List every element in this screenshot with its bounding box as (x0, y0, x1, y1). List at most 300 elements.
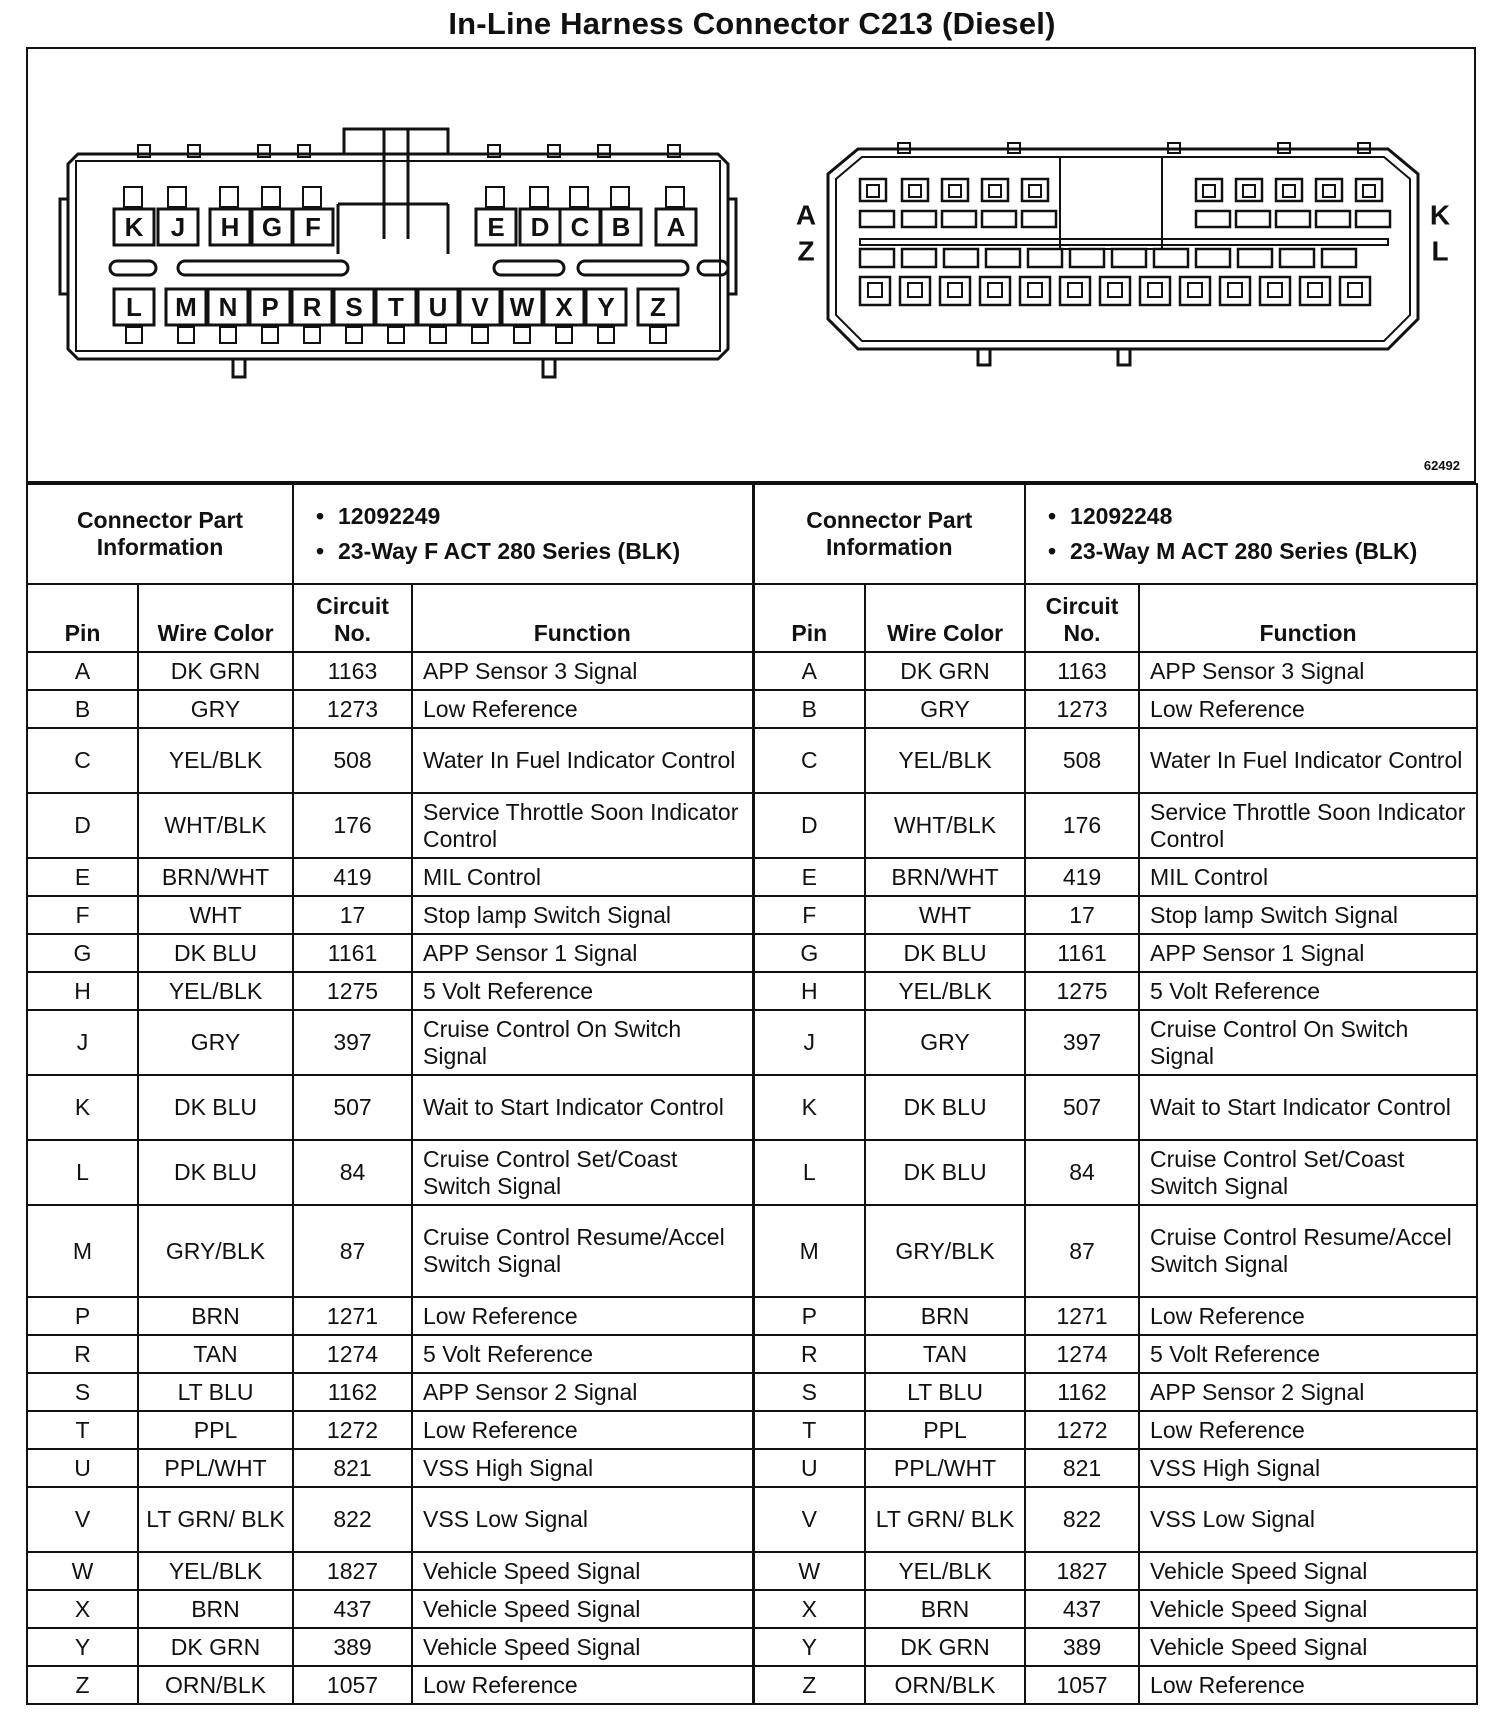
pin-cell: M (27, 1205, 138, 1297)
circuit-cell: 389 (293, 1628, 412, 1666)
male-pin-tip (1028, 283, 1042, 297)
wire-color-cell: TAN (865, 1335, 1025, 1373)
male-slot (860, 249, 894, 267)
female-latch-window (514, 327, 530, 343)
female-latch-window (430, 327, 446, 343)
male-pin-tip (1268, 283, 1282, 297)
pin-cell: T (753, 1411, 865, 1449)
female-latch-window (220, 187, 238, 207)
pin-cell: V (27, 1487, 138, 1552)
table-row (27, 1297, 1477, 1335)
function-cell: Wait to Start Indicator Control (1139, 1075, 1477, 1140)
female-slot (494, 261, 564, 275)
column-header-row (27, 584, 1477, 652)
col-header-circuit: Circuit No. (1025, 584, 1139, 652)
female-latch-window (304, 327, 320, 343)
wire-color-cell: YEL/BLK (138, 972, 293, 1010)
female-pin-label: W (509, 292, 535, 322)
female-latch-window (168, 187, 186, 207)
male-pin-tip (1308, 283, 1322, 297)
function-cell: Service Throttle Soon Indicator Control (412, 793, 753, 858)
circuit-cell: 1161 (293, 934, 412, 972)
female-latch-window (556, 327, 572, 343)
function-cell: Low Reference (412, 1297, 753, 1335)
wire-color-cell: TAN (138, 1335, 293, 1373)
connector-illustration (28, 49, 1474, 481)
pin-cell: V (753, 1487, 865, 1552)
wire-color-cell: GRY/BLK (138, 1205, 293, 1297)
male-slot (1238, 249, 1272, 267)
female-bottom-tab (543, 359, 555, 377)
pin-cell: X (27, 1590, 138, 1628)
wire-color-cell: PPL (138, 1411, 293, 1449)
pin-cell: W (27, 1552, 138, 1590)
male-slot (1316, 211, 1350, 227)
pin-cell: F (27, 896, 138, 934)
male-slot (986, 249, 1020, 267)
circuit-cell: 17 (293, 896, 412, 934)
wire-color-cell: YEL/BLK (138, 728, 293, 793)
circuit-cell: 1272 (293, 1411, 412, 1449)
circuit-cell: 821 (293, 1449, 412, 1487)
function-cell: 5 Volt Reference (412, 1335, 753, 1373)
page-title: In-Line Harness Connector C213 (Diesel) (448, 6, 1056, 41)
function-cell: Cruise Control Set/Coast Switch Signal (412, 1140, 753, 1205)
wire-color-cell: GRY/BLK (865, 1205, 1025, 1297)
wire-color-cell: DK BLU (865, 1075, 1025, 1140)
female-pin-label: S (345, 292, 363, 322)
wire-color-cell: BRN (865, 1297, 1025, 1335)
circuit-cell: 176 (293, 793, 412, 858)
female-latch-window (472, 327, 488, 343)
table-row (27, 1487, 1477, 1552)
male-pin (940, 277, 970, 305)
wire-color-cell: BRN/WHT (865, 858, 1025, 896)
male-bottom-tab (1118, 349, 1130, 365)
female-latch-window (530, 187, 548, 207)
wire-color-cell: BRN (138, 1590, 293, 1628)
table-row (27, 934, 1477, 972)
function-cell: Vehicle Speed Signal (412, 1552, 753, 1590)
male-pin (900, 277, 930, 305)
female-slot (110, 261, 156, 275)
female-latch-window (220, 327, 236, 343)
female-pin-label: A (666, 212, 686, 242)
circuit-cell: 84 (293, 1140, 412, 1205)
pin-cell: G (27, 934, 138, 972)
female-latch-window (124, 187, 142, 207)
circuit-cell: 1163 (293, 652, 412, 690)
wire-color-cell: DK BLU (865, 1140, 1025, 1205)
female-latch-window (598, 327, 614, 343)
function-cell: Cruise Control Set/Coast Switch Signal (1139, 1140, 1477, 1205)
function-cell: Water In Fuel Indicator Control (1139, 728, 1477, 793)
female-latch-window (666, 187, 684, 207)
male-pin-tip (1148, 283, 1162, 297)
male-pin (1260, 277, 1290, 305)
col-header-function: Function (412, 584, 753, 652)
male-pin-label: L (1431, 235, 1449, 267)
table-row (27, 1140, 1477, 1205)
function-cell: APP Sensor 2 Signal (1139, 1373, 1477, 1411)
wire-color-cell: DK BLU (138, 934, 293, 972)
male-pin-tip (1068, 283, 1082, 297)
pin-cell: K (753, 1075, 865, 1140)
female-pin-label: U (428, 292, 448, 322)
male-slot (1070, 249, 1104, 267)
pin-cell: P (753, 1297, 865, 1335)
wire-color-cell: WHT/BLK (138, 793, 293, 858)
circuit-cell: 1057 (1025, 1666, 1139, 1704)
pin-cell: C (27, 728, 138, 793)
function-cell: Service Throttle Soon Indicator Control (1139, 793, 1477, 858)
wire-color-cell: LT BLU (138, 1373, 293, 1411)
table-row (27, 1205, 1477, 1297)
male-pin (1220, 277, 1250, 305)
female-pin-label: J (170, 212, 186, 242)
table-row (27, 858, 1477, 896)
female-pin-label: E (487, 212, 505, 242)
female-pin-label: K (124, 212, 144, 242)
function-cell: Wait to Start Indicator Control (412, 1075, 753, 1140)
table-row (27, 1335, 1477, 1373)
function-cell: Cruise Control On Switch Signal (1139, 1010, 1477, 1075)
function-cell: Vehicle Speed Signal (1139, 1628, 1477, 1666)
male-pin-label: A (795, 199, 817, 231)
table-row (27, 1666, 1477, 1704)
wire-color-cell: GRY (865, 690, 1025, 728)
male-pin-tip (1283, 185, 1295, 197)
function-cell: APP Sensor 3 Signal (412, 652, 753, 690)
function-cell: VSS Low Signal (412, 1487, 753, 1552)
male-pin-tip (1323, 185, 1335, 197)
pin-cell: C (753, 728, 865, 793)
pin-cell: B (27, 690, 138, 728)
col-header-circuit: Circuit No. (293, 584, 412, 652)
circuit-cell: 437 (293, 1590, 412, 1628)
table-row (27, 1590, 1477, 1628)
female-pin-label: X (555, 292, 573, 322)
male-pin-tip (949, 185, 961, 197)
circuit-cell: 1161 (1025, 934, 1139, 972)
function-cell: 5 Volt Reference (412, 972, 753, 1010)
circuit-cell: 419 (1025, 858, 1139, 896)
pin-cell: X (753, 1590, 865, 1628)
col-header-wire-color: Wire Color (865, 584, 1025, 652)
table-row (27, 1449, 1477, 1487)
male-slot (1196, 211, 1230, 227)
part-number-right: • 12092248 (1036, 503, 1466, 530)
male-slot (1322, 249, 1356, 267)
function-cell: Low Reference (412, 690, 753, 728)
female-latch-window (178, 327, 194, 343)
function-cell: VSS High Signal (1139, 1449, 1477, 1487)
function-cell: Vehicle Speed Signal (412, 1628, 753, 1666)
wire-color-cell: LT GRN/ BLK (865, 1487, 1025, 1552)
male-divider (860, 239, 1388, 245)
male-slot (1196, 249, 1230, 267)
wire-color-cell: GRY (138, 690, 293, 728)
wire-color-cell: YEL/BLK (865, 972, 1025, 1010)
function-cell: Low Reference (1139, 690, 1477, 728)
table-row (27, 1075, 1477, 1140)
wire-color-cell: YEL/BLK (865, 1552, 1025, 1590)
circuit-cell: 1162 (1025, 1373, 1139, 1411)
circuit-cell: 1272 (1025, 1411, 1139, 1449)
male-pin (1020, 277, 1050, 305)
wire-color-cell: YEL/BLK (865, 728, 1025, 793)
female-latch-right (728, 199, 736, 294)
circuit-cell: 1273 (293, 690, 412, 728)
function-cell: Stop lamp Switch Signal (1139, 896, 1477, 934)
circuit-cell: 1827 (293, 1552, 412, 1590)
col-header-pin: Pin (753, 584, 865, 652)
female-latch-left (60, 199, 68, 294)
wire-color-cell: PPL/WHT (138, 1449, 293, 1487)
wire-color-cell: ORN/BLK (865, 1666, 1025, 1704)
male-slot (1112, 249, 1146, 267)
pin-cell: M (753, 1205, 865, 1297)
circuit-cell: 1275 (293, 972, 412, 1010)
function-cell: 5 Volt Reference (1139, 972, 1477, 1010)
circuit-cell: 1827 (1025, 1552, 1139, 1590)
circuit-cell: 419 (293, 858, 412, 896)
female-latch-window (486, 187, 504, 207)
part-description-right: • 23-Way M ACT 280 Series (BLK) (1036, 538, 1466, 565)
pin-cell: Y (27, 1628, 138, 1666)
pin-cell: H (27, 972, 138, 1010)
circuit-cell: 1057 (293, 1666, 412, 1704)
female-connector-body (68, 154, 728, 359)
female-slot (698, 261, 728, 275)
wire-color-cell: GRY (138, 1010, 293, 1075)
female-pin-label: B (611, 212, 631, 242)
male-pin (860, 277, 890, 305)
pin-cell: R (753, 1335, 865, 1373)
connector-diagram (26, 47, 1476, 483)
pin-cell: T (27, 1411, 138, 1449)
pin-cell: J (753, 1010, 865, 1075)
circuit-cell: 1163 (1025, 652, 1139, 690)
pin-cell: R (27, 1335, 138, 1373)
female-key (338, 129, 448, 254)
table-row (27, 972, 1477, 1010)
function-cell: Vehicle Speed Signal (412, 1590, 753, 1628)
function-cell: APP Sensor 1 Signal (1139, 934, 1477, 972)
male-pin-tip (1188, 283, 1202, 297)
male-pin (1340, 277, 1370, 305)
pin-cell: U (753, 1449, 865, 1487)
female-slot (578, 261, 688, 275)
circuit-cell: 87 (1025, 1205, 1139, 1297)
function-cell: APP Sensor 1 Signal (412, 934, 753, 972)
function-cell: 5 Volt Reference (1139, 1335, 1477, 1373)
table-row (27, 690, 1477, 728)
figure-id: 62492 (1423, 458, 1460, 473)
function-cell: Low Reference (412, 1411, 753, 1449)
wire-color-cell: DK BLU (138, 1075, 293, 1140)
female-pin-label: G (261, 212, 283, 242)
pin-cell: A (753, 652, 865, 690)
function-cell: Stop lamp Switch Signal (412, 896, 753, 934)
circuit-cell: 397 (1025, 1010, 1139, 1075)
function-cell: Vehicle Speed Signal (1139, 1552, 1477, 1590)
circuit-cell: 17 (1025, 896, 1139, 934)
pin-cell: D (753, 793, 865, 858)
male-pin (1060, 277, 1090, 305)
part-number-left: • 12092249 (304, 503, 742, 530)
function-cell: Low Reference (1139, 1666, 1477, 1704)
pin-cell: K (27, 1075, 138, 1140)
pin-cell: L (753, 1140, 865, 1205)
pin-cell: B (753, 690, 865, 728)
circuit-cell: 1162 (293, 1373, 412, 1411)
male-slot (1276, 211, 1310, 227)
female-pin-label: C (570, 212, 590, 242)
wire-color-cell: WHT/BLK (865, 793, 1025, 858)
male-pin-tip (1203, 185, 1215, 197)
pin-cell: F (753, 896, 865, 934)
wire-color-cell: WHT (865, 896, 1025, 934)
male-slot (942, 211, 976, 227)
function-cell: Cruise Control On Switch Signal (412, 1010, 753, 1075)
function-cell: Low Reference (1139, 1411, 1477, 1449)
circuit-cell: 822 (1025, 1487, 1139, 1552)
female-pin-label: Z (650, 292, 666, 322)
male-pin-tip (1348, 283, 1362, 297)
female-pin-label: F (305, 212, 321, 242)
wire-color-cell: DK GRN (138, 1628, 293, 1666)
table-row (27, 652, 1477, 690)
male-pin-tip (1108, 283, 1122, 297)
function-cell: Water In Fuel Indicator Control (412, 728, 753, 793)
circuit-cell: 507 (293, 1075, 412, 1140)
male-pin (1100, 277, 1130, 305)
female-latch-window (126, 327, 142, 343)
circuit-cell: 397 (293, 1010, 412, 1075)
female-pin-label: V (471, 292, 489, 322)
wire-color-cell: LT GRN/ BLK (138, 1487, 293, 1552)
function-cell: Cruise Control Resume/Accel Switch Signal (412, 1205, 753, 1297)
wire-color-cell: LT BLU (865, 1373, 1025, 1411)
pin-cell: U (27, 1449, 138, 1487)
circuit-cell: 1271 (293, 1297, 412, 1335)
female-pin-label: Y (597, 292, 615, 322)
circuit-cell: 437 (1025, 1590, 1139, 1628)
wire-color-cell: WHT (138, 896, 293, 934)
wire-color-cell: DK GRN (865, 1628, 1025, 1666)
table-row (27, 728, 1477, 793)
female-pin-label: M (175, 292, 197, 322)
circuit-cell: 176 (1025, 793, 1139, 858)
male-pin-tip (867, 185, 879, 197)
circuit-cell: 822 (293, 1487, 412, 1552)
part-info-right (1025, 484, 1477, 584)
wire-color-cell: BRN/WHT (138, 858, 293, 896)
male-pin-tip (989, 185, 1001, 197)
male-pin (1140, 277, 1170, 305)
pinout-table (26, 483, 1478, 1705)
female-latch-window (303, 187, 321, 207)
female-pin-label: P (261, 292, 279, 322)
function-cell: Low Reference (1139, 1297, 1477, 1335)
table-row (27, 1010, 1477, 1075)
circuit-cell: 1271 (1025, 1297, 1139, 1335)
wire-color-cell: PPL/WHT (865, 1449, 1025, 1487)
circuit-cell: 1273 (1025, 690, 1139, 728)
female-bottom-tab (233, 359, 245, 377)
male-slot (1356, 211, 1390, 227)
female-latch-window (650, 327, 666, 343)
function-cell: MIL Control (412, 858, 753, 896)
table-row (27, 896, 1477, 934)
pin-cell: P (27, 1297, 138, 1335)
circuit-cell: 1274 (293, 1335, 412, 1373)
wire-color-cell: PPL (865, 1411, 1025, 1449)
circuit-cell: 87 (293, 1205, 412, 1297)
circuit-cell: 508 (1025, 728, 1139, 793)
circuit-cell: 508 (293, 728, 412, 793)
wire-color-cell: YEL/BLK (138, 1552, 293, 1590)
female-latch-window (346, 327, 362, 343)
circuit-cell: 821 (1025, 1449, 1139, 1487)
female-pin-label: D (530, 212, 550, 242)
wire-color-cell: DK BLU (138, 1140, 293, 1205)
pin-cell: S (753, 1373, 865, 1411)
male-pin (1180, 277, 1210, 305)
pin-cell: Z (27, 1666, 138, 1704)
table-row (27, 1628, 1477, 1666)
male-pin-tip (908, 283, 922, 297)
function-cell: APP Sensor 2 Signal (412, 1373, 753, 1411)
female-latch-window (262, 187, 280, 207)
part-description-left: • 23-Way F ACT 280 Series (BLK) (304, 538, 742, 565)
pin-cell: E (27, 858, 138, 896)
function-cell: APP Sensor 3 Signal (1139, 652, 1477, 690)
male-slot (902, 211, 936, 227)
male-slot (1028, 249, 1062, 267)
male-pin-label: K (1429, 199, 1451, 231)
female-latch-window (611, 187, 629, 207)
male-slot (1022, 211, 1056, 227)
female-pin-label: N (218, 292, 238, 322)
function-cell: Low Reference (412, 1666, 753, 1704)
pin-cell: L (27, 1140, 138, 1205)
circuit-cell: 1274 (1025, 1335, 1139, 1373)
female-latch-window (570, 187, 588, 207)
male-slot (1236, 211, 1270, 227)
male-pin-tip (1228, 283, 1242, 297)
part-info-left (293, 484, 753, 584)
pin-cell: A (27, 652, 138, 690)
female-slot (178, 261, 348, 275)
pin-cell: E (753, 858, 865, 896)
pin-cell: Y (753, 1628, 865, 1666)
table-row (27, 1373, 1477, 1411)
pin-cell: W (753, 1552, 865, 1590)
pin-cell: H (753, 972, 865, 1010)
female-pin-label: R (302, 292, 322, 322)
pin-cell: G (753, 934, 865, 972)
circuit-cell: 507 (1025, 1075, 1139, 1140)
wire-color-cell: BRN (865, 1590, 1025, 1628)
function-cell: Vehicle Speed Signal (1139, 1590, 1477, 1628)
female-inner-wall (76, 161, 720, 351)
col-header-function: Function (1139, 584, 1477, 652)
male-pin (980, 277, 1010, 305)
male-pin-tip (1243, 185, 1255, 197)
female-latch-window (388, 327, 404, 343)
